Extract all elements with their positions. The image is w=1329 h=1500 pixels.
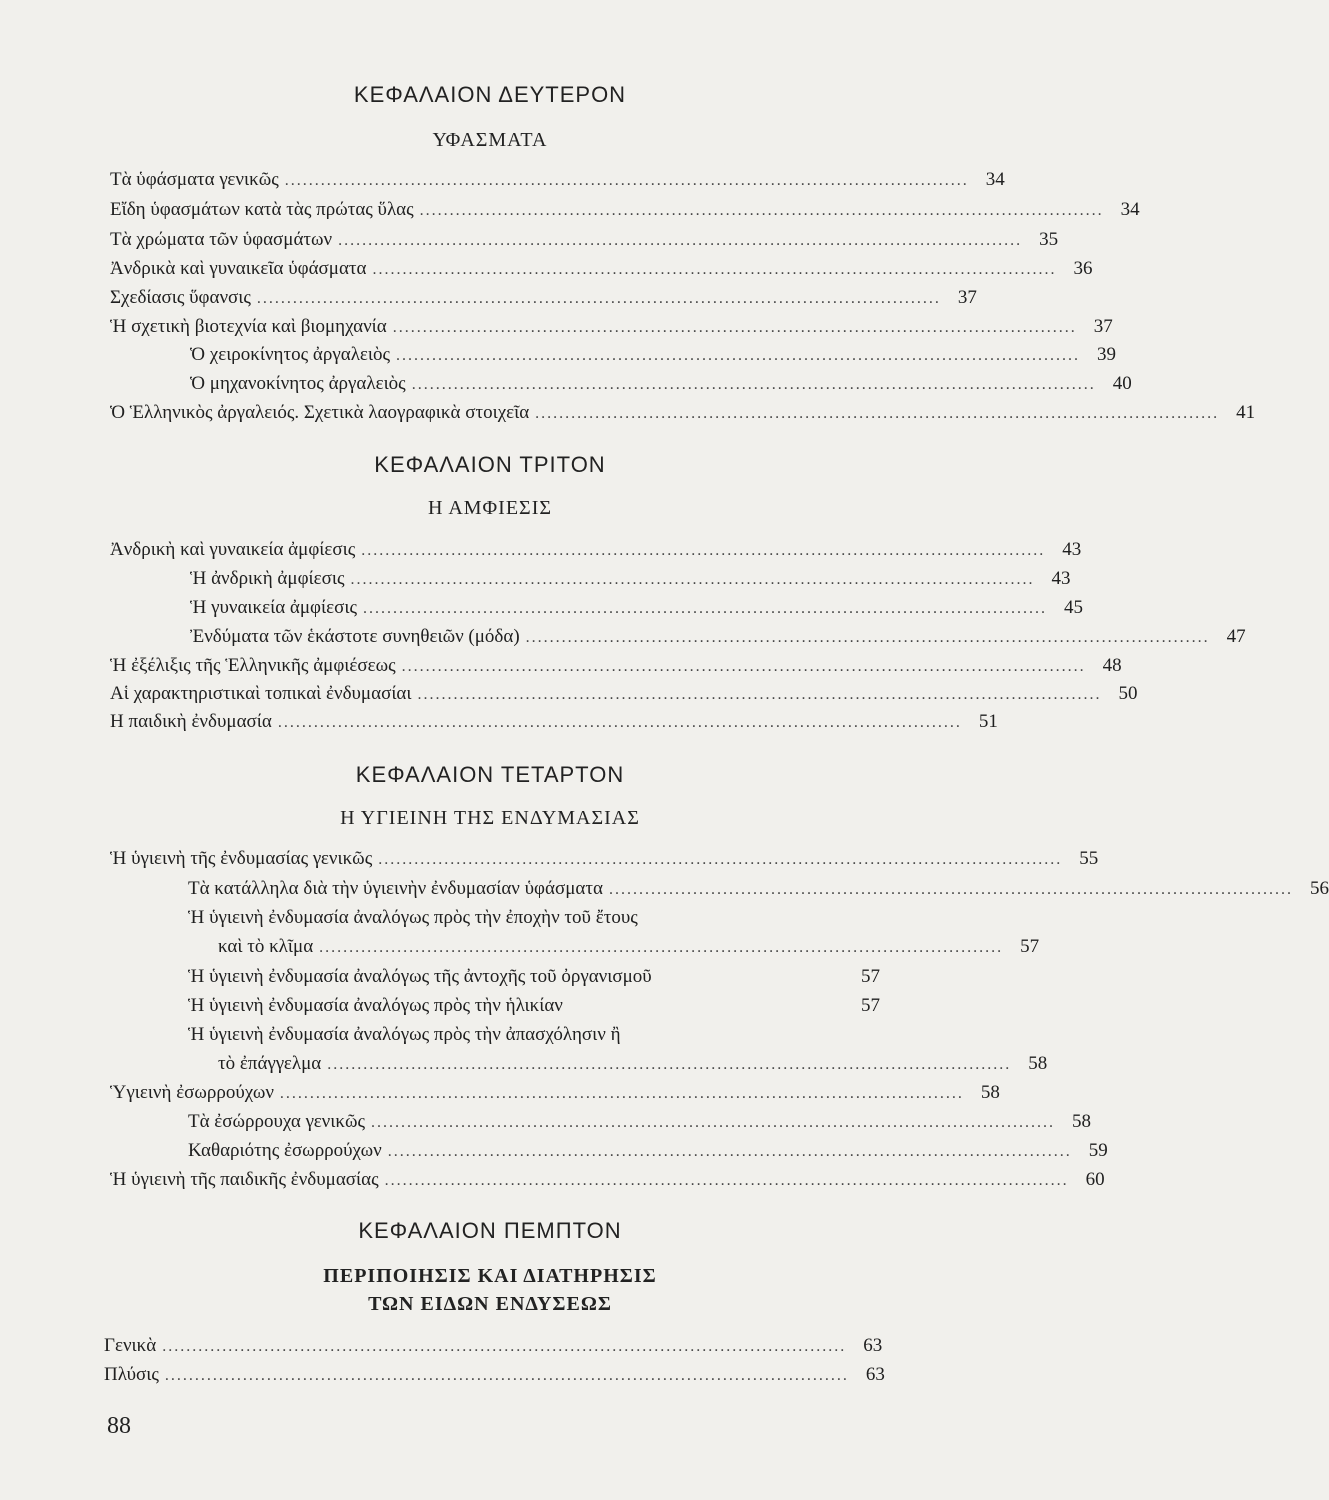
- leader-dots: ..................................................................................................................: [411, 376, 1096, 393]
- toc-entry: Ὁ Ἑλληνικὸς ἀργαλειός. Σχετικὰ λαογραφικὰ στοιχεῖα .................................................................................................................. 41: [110, 401, 880, 426]
- leader-dots: ..................................................................................................................: [396, 347, 1081, 364]
- toc-entry: Τὰ ὑφάσματα γενικῶς .................................................................................................................. 34: [110, 168, 880, 193]
- toc-entry: Ἡ σχετικὴ βιοτεχνία καὶ βιομηχανία .................................................................................................................. 37: [110, 315, 880, 340]
- page-ref: 41: [1236, 402, 1256, 423]
- toc-entry: Η παιδικὴ ἐνδυμασία .................................................................................................................. 51: [110, 710, 880, 735]
- toc-entry: Τὰ χρώματα τῶν ὑφασμάτων .................................................................................................................. 35: [110, 228, 880, 253]
- page-ref: 40: [1112, 373, 1132, 394]
- page-ref: 37: [957, 287, 977, 308]
- leader-dots: ..................................................................................................................: [362, 600, 1047, 617]
- toc-entry: Ἐνδύματα τῶν ἑκάστοτε συνηθειῶν (μόδα) .................................................................................................................. 47: [190, 625, 880, 650]
- toc-entry-first-line: Ἡ ὑγιεινὴ ἐνδυμασία ἀναλόγως πρὸς τὴν ἐποχὴν τοῦ ἔτους: [188, 907, 638, 928]
- toc-entry: τὸ ἐπάγγελμα .................................................................................................................. 58: [218, 1052, 880, 1077]
- chapter-heading-second: ΚΕΦΑΛΑΙΟΝ ΔΕΥΤΕΡΟΝ: [353, 82, 627, 107]
- leader-dots: ..................................................................................................................: [417, 686, 1102, 703]
- page-ref: 34: [985, 169, 1005, 190]
- page-ref: 37: [1093, 316, 1113, 337]
- toc-entry: Καθαριότης ἐσωρρούχων .................................................................................................................. 59: [188, 1139, 880, 1164]
- toc-entry: Ὁ μηχανοκίνητος ἀργαλειὸς .................................................................................................................. 40: [190, 372, 880, 397]
- page-ref: 59: [1088, 1140, 1108, 1161]
- toc-entry: Τὰ κατάλληλα διὰ τὴν ὑγιεινὴν ἐνδυμασίαν ὑφάσματα .................................................................................................................. 56: [188, 877, 880, 902]
- page-ref: 55: [1079, 848, 1099, 869]
- leader-dots: ..................................................................................................................: [370, 1114, 1055, 1131]
- leader-dots: ..................................................................................................................: [338, 232, 1023, 249]
- toc-entry: Ἡ ὑγιεινὴ ἐνδυμασία ἀναλόγως πρὸς τὴν ἡλικίαν 57: [188, 995, 880, 1016]
- chapter-title-fifth-line2: ΤΩΝ ΕΙΔΩΝ ΕΝΔΥΣΕΩΣ: [368, 1293, 612, 1315]
- toc-entry: Ἡ ὑγιεινὴ ἐνδυμασία ἀναλόγως τῆς ἀντοχῆς τοῦ ὀργανισμοῦ 57: [188, 966, 880, 987]
- page-ref: 50: [1118, 683, 1138, 704]
- page-ref: 51: [978, 711, 998, 732]
- toc-entry: Ἀνδρικὴ καὶ γυναικεία ἀμφίεσις .................................................................................................................. 43: [110, 538, 880, 563]
- page-ref: 60: [1085, 1169, 1105, 1190]
- page-ref: 43: [1062, 539, 1082, 560]
- page-ref: 34: [1120, 199, 1140, 220]
- leader-dots: ..................................................................................................................: [350, 571, 1035, 588]
- page-ref: 56: [1309, 878, 1329, 899]
- page-ref: 63: [863, 1335, 883, 1356]
- page-ref: 57: [861, 966, 880, 987]
- toc-entry: Γενικὰ .................................................................................................................. 63: [104, 1334, 880, 1359]
- toc-entry: Ἡ γυναικεία ἀμφίεσις .................................................................................................................. 45: [190, 596, 880, 621]
- page-ref: 47: [1226, 626, 1246, 647]
- chapter-title-third: Η ΑΜΦΙΕΣΙΣ: [427, 497, 552, 519]
- toc-entry-first-line: Ἡ ὑγιεινὴ ἐνδυμασία ἀναλόγως πρὸς τὴν ἀπασχόλησιν ἢ: [188, 1024, 621, 1045]
- page-ref: 48: [1102, 655, 1122, 676]
- leader-dots: ..................................................................................................................: [327, 1056, 1012, 1073]
- page-ref: 58: [1028, 1053, 1048, 1074]
- leader-dots: ..................................................................................................................: [401, 658, 1086, 675]
- leader-dots: ..................................................................................................................: [319, 939, 1004, 956]
- leader-dots: ..................................................................................................................: [419, 202, 1104, 219]
- leader-dots: ..................................................................................................................: [277, 714, 962, 731]
- leader-dots: ..................................................................................................................: [164, 1367, 849, 1384]
- page-ref: 43: [1051, 568, 1071, 589]
- chapter-heading-fifth: ΚΕΦΑΛΑΙΟΝ ΠΕΜΠΤΟΝ: [358, 1218, 622, 1243]
- chapter-title-fifth-line1: ΠΕΡΙΠΟΙΗΣΙΣ ΚΑΙ ΔΙΑΤΗΡΗΣΙΣ: [323, 1265, 657, 1287]
- page-ref: 63: [865, 1364, 885, 1385]
- leader-dots: ..................................................................................................................: [384, 1172, 1069, 1189]
- toc-entry: Ἡ ἀνδρικὴ ἀμφίεσις .................................................................................................................. 43: [190, 567, 880, 592]
- toc-entry: Ἡ ἐξέλιξις τῆς Ἑλληνικῆς ἀμφιέσεως .................................................................................................................. 48: [110, 654, 880, 679]
- page-ref: 57: [861, 995, 880, 1016]
- chapter-heading-third: ΚΕΦΑΛΑΙΟΝ ΤΡΙΤΟΝ: [374, 452, 606, 477]
- leader-dots: ..................................................................................................................: [535, 405, 1220, 422]
- leader-dots: ..................................................................................................................: [392, 319, 1077, 336]
- toc-entry: Ἡ ὑγιεινὴ τῆς παιδικῆς ἐνδυμασίας .................................................................................................................. 60: [110, 1168, 880, 1193]
- toc-entry: Ἀνδρικὰ καὶ γυναικεῖα ὑφάσματα .................................................................................................................. 36: [110, 257, 880, 282]
- chapter-heading-fourth: ΚΕΦΑΛΑΙΟΝ ΤΕΤΑΡΤΟΝ: [355, 762, 625, 787]
- toc-entry: Σχεδίασις ὕφανσις .................................................................................................................. 37: [110, 286, 880, 311]
- page-ref: 45: [1063, 597, 1083, 618]
- leader-dots: ..................................................................................................................: [387, 1143, 1072, 1160]
- leader-dots: ..................................................................................................................: [608, 881, 1293, 898]
- leader-dots: ..................................................................................................................: [162, 1338, 847, 1355]
- toc-entry: Εἴδη ὑφασμάτων κατὰ τὰς πρώτας ὕλας .................................................................................................................. 34: [110, 198, 880, 223]
- leader-dots: ..................................................................................................................: [361, 542, 1046, 559]
- leader-dots: ..................................................................................................................: [284, 172, 969, 189]
- page-ref: 35: [1039, 229, 1059, 250]
- chapter-title-second: ΥΦΑΣΜΑΤΑ: [432, 129, 548, 151]
- page-ref: 39: [1097, 344, 1117, 365]
- page-ref: 58: [980, 1082, 1000, 1103]
- toc-entry: Πλύσις .................................................................................................................. 63: [104, 1363, 880, 1388]
- toc-entry: Ὁ χειροκίνητος ἀργαλειὸς .................................................................................................................. 39: [190, 343, 880, 368]
- chapter-title-fourth: Η ΥΓΙΕΙΝΗ ΤΗΣ ΕΝΔΥΜΑΣΙΑΣ: [340, 807, 640, 829]
- leader-dots: ..................................................................................................................: [256, 290, 941, 307]
- leader-dots: ..................................................................................................................: [378, 851, 1063, 868]
- leader-dots: ..................................................................................................................: [279, 1085, 964, 1102]
- page-ref: 57: [1020, 936, 1040, 957]
- toc-entry: Ἡ ὑγιεινὴ τῆς ἐνδυμασίας γενικῶς .................................................................................................................. 55: [110, 847, 880, 872]
- page-ref: 58: [1071, 1111, 1091, 1132]
- toc-entry: Τὰ ἐσώρρουχα γενικῶς .................................................................................................................. 58: [188, 1110, 880, 1135]
- page-number: 88: [107, 1413, 131, 1439]
- toc-entry: καὶ τὸ κλῖμα .................................................................................................................. 57: [218, 935, 880, 960]
- leader-dots: ..................................................................................................................: [372, 261, 1057, 278]
- toc-entry: Αἱ χαρακτηριστικαὶ τοπικαὶ ἐνδυμασίαι .................................................................................................................. 50: [110, 682, 880, 707]
- leader-dots: ..................................................................................................................: [525, 629, 1210, 646]
- page-ref: 36: [1073, 258, 1093, 279]
- toc-entry: Ὑγιεινὴ ἐσωρρούχων .................................................................................................................. 58: [110, 1081, 880, 1106]
